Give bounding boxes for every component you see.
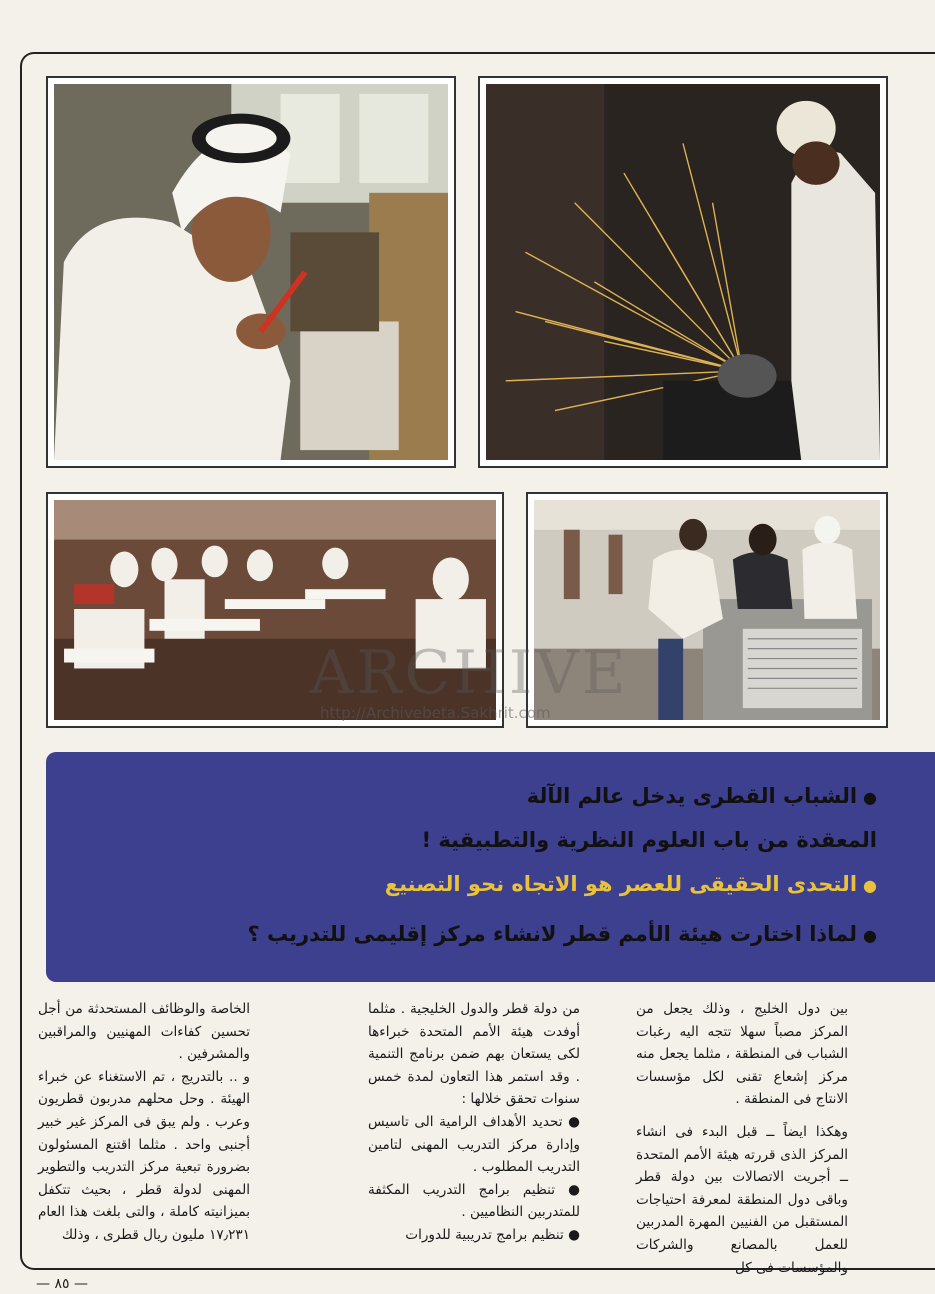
paragraph: و .. بالتدريج ، تم الاستغناء عن خبراء الهيئة . وحل محلهم مدربون قطريون وعرب . ولم يبق فى المركز غير خبير أجنبى واحد . مثلما اقتنع المسئولون بضرورة تبعية مركز التدريب والتطوير المهنى لدولة قطر ، بحيث تتكفل بميزانيته كاملة ، والتى بلغت هذا العام ١٧٫٢٣١ مليون ريال قطرى ، وذلك bbox=[38, 1068, 250, 1243]
paragraph: بين دول الخليج ، وذلك يجعل من المركز مصباً سهلا تتجه اليه رغبات الشباب فى المنطقة ، مثلما يجعل منه مركز إشعاع تقنى لكل مؤسسات الانتاج فى المنطقة . bbox=[636, 1001, 848, 1108]
workshop-photo-image bbox=[534, 500, 880, 720]
headline-line-3: ●التحدى الحقيقى للعصر هو الاتجاه نحو التصنيع bbox=[384, 872, 877, 896]
watermark-text: ARCHIVE bbox=[310, 638, 629, 708]
paragraph: من دولة قطر والدول الخليجية . مثلما أوفدت هيئة الأمم المتحدة خبراءها لكى يستعان بهم ضمن برنامج التنمية . وقد استمر هذا التعاون لمدة خمس سنوات تحقق خلالها : bbox=[368, 1001, 580, 1108]
text-column-3 bbox=[38, 998, 250, 1260]
watermark-url: http://Archivebeta.Sakhrit.com bbox=[320, 704, 551, 722]
photo-soldering-trainee bbox=[46, 76, 456, 468]
photo-classroom bbox=[46, 492, 504, 728]
paragraph: وهكذا ايضاً ــ قبل البدء فى انشاء المركز الذى قررته هيئة الأمم المتحدة ــ أجريت الاتصالات بين دولة قطر وباقى دول المنطقة لمعرفة احتياجات المستقبل من الفنيين المهرة المدربين للعمل بالمصانع والشركات والمؤسسات فى كل bbox=[636, 1123, 848, 1276]
text-column-2 bbox=[368, 998, 580, 1260]
grinder-photo-image bbox=[486, 84, 880, 460]
paragraph: الخاصة والوظائف المستحدثة من أجل تحسين كفاءات المهنيين والمراقبين والمشرفين . bbox=[38, 1001, 250, 1063]
soldering-photo-image bbox=[54, 84, 448, 460]
list-item: ● تنظيم برامج التدريب المكثفة للمتدربين النظاميين . bbox=[368, 1181, 580, 1221]
bullet-icon: ● bbox=[863, 876, 877, 895]
text-column-1 bbox=[636, 998, 848, 1276]
bullet-icon: ● bbox=[863, 788, 877, 807]
headline-line-2: المعقدة من باب العلوم النظرية والتطبيقية ! bbox=[421, 828, 877, 852]
headline-line-4: ●لماذا اختارت هيئة الأمم قطر لانشاء مركز إقليمى للتدريب ؟ bbox=[247, 922, 877, 946]
list-item: ● تنظيم برامج تدريبية للدورات bbox=[405, 1226, 580, 1243]
bullet-icon: ● bbox=[863, 926, 877, 945]
list-item: ● تحديد الأهداف الرامية الى تاسيس وإدارة مركز التدريب المهنى لتامين التدريب المطلوب . bbox=[368, 1113, 580, 1176]
photo-workshop-group bbox=[526, 492, 888, 728]
headline-line-1: ●الشباب القطرى يدخل عالم الآلة bbox=[526, 784, 877, 808]
classroom-photo-image bbox=[54, 500, 496, 720]
page-number: — ٨٥ — bbox=[36, 1276, 88, 1292]
photo-grinder-sparks bbox=[478, 76, 888, 468]
